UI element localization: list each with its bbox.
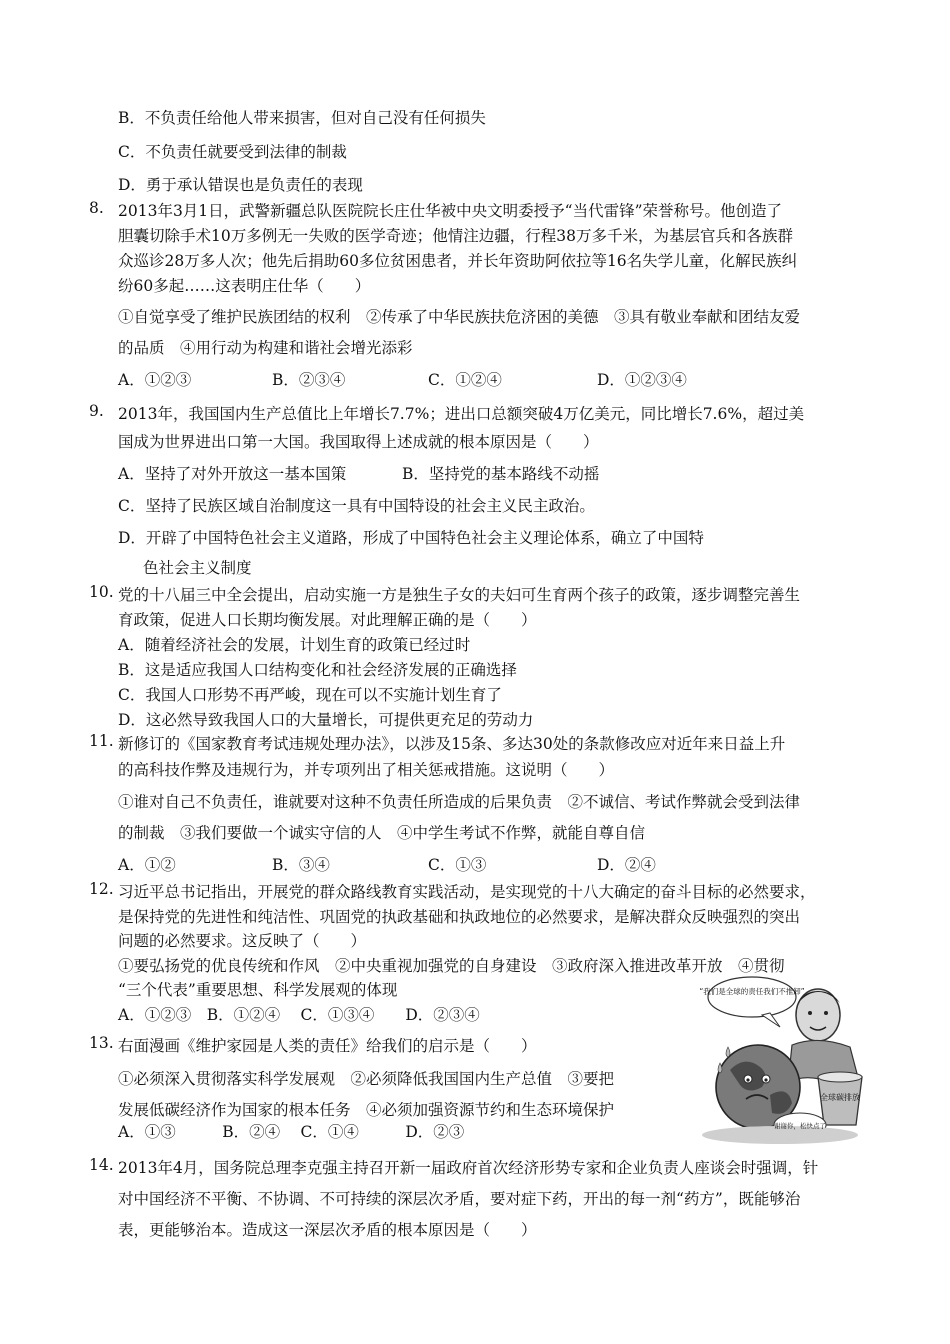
cartoon-earth-text: 谢谢你，松快点了 <box>774 1122 826 1130</box>
cartoon-bucket-label: 全球碳排放 <box>820 1093 860 1102</box>
q10-stem-line2: 育政策，促进人口长期均衡发展。对此理解正确的是（ ） <box>118 611 537 629</box>
q14-number: 14. <box>89 1156 114 1174</box>
q8-statements-line2: 的品质 ④用行动为构建和谐社会增光添彩 <box>118 339 413 357</box>
q9-number: 9. <box>89 402 104 420</box>
q8-stem-line1: 2013年3月1日，武警新疆总队医院院长庄仕华被中央文明委授予“当代雷锋”荣誉称号。他创造了 <box>118 202 783 220</box>
q12-stem-line1: 习近平总书记指出，开展党的群众路线教育实践活动，是实现党的十八大确定的奋斗目标的必然要求， <box>118 883 816 901</box>
q8-option-c: C．①②④ <box>428 371 502 389</box>
q13-statements-line1: ①必须深入贯彻落实科学发展观 ②必须降低我国国内生产总值 ③要把 <box>118 1070 615 1088</box>
q7-option-b: B．不负责任给他人带来损害，但对自己没有任何损失 <box>118 109 486 127</box>
q11-number: 11. <box>89 732 114 750</box>
q8-option-a: A．①②③ <box>118 371 192 389</box>
q11-stem-line2: 的高科技作弊及违规行为，并专项列出了相关惩戒措施。这说明（ ） <box>118 761 615 779</box>
q10-option-b: B．这是适应我国人口结构变化和社会经济发展的正确选择 <box>118 661 517 679</box>
q8-option-b: B．②③④ <box>272 371 346 389</box>
q12-number: 12. <box>89 880 114 898</box>
q9-option-c: C．坚持了民族区域自治制度这一具有中国特设的社会主义民主政治。 <box>118 497 595 515</box>
q11-statements-line1: ①谁对自己不负责任，谁就要对这种不负责任所造成的后果负责 ②不诚信、考试作弊就会受到法律 <box>118 793 801 811</box>
q9-option-d-line2: 色社会主义制度 <box>143 559 252 577</box>
q7-option-c: C．不负责任就要受到法律的制裁 <box>118 143 347 161</box>
q9-stem-line2: 国成为世界进出口第一大国。我国取得上述成就的根本原因是（ ） <box>118 433 599 451</box>
q10-option-d: D．这必然导致我国人口的大量增长，可提供更充足的劳动力 <box>118 711 534 729</box>
q12-stem-line2: 是保持党的先进性和纯洁性、巩固党的执政基础和执政地位的必然要求，是解决群众反映强烈的突出 <box>118 908 801 926</box>
q12-statements-line1: ①要弘扬党的优良传统和作风 ②中央重视加强党的自身建设 ③政府深入推进改革开放 ④贯彻 <box>118 957 785 975</box>
q11-option-b: B．③④ <box>272 856 330 874</box>
q11-option-a: A．①② <box>118 856 176 874</box>
q11-stem-line1: 新修订的《国家教育考试违规处理办法》，以涉及15条、多达30处的条款修改应对近年来日益上升 <box>118 735 786 753</box>
q8-stem-line3: 众巡诊28万多人次；他先后捐助60多位贫困患者，并长年资助阿依拉等16名失学儿童，化解民族纠 <box>118 252 798 270</box>
q8-stem-line2: 胆囊切除手术10万多例无一失败的医学奇迹；他情注边疆，行程38万多千米，为基层官兵和各族群 <box>118 227 793 245</box>
q9-option-a: A．坚持了对外开放这一基本国策 <box>118 465 347 483</box>
q13-options: A．①③ B．②④ C．①④ D．②③ <box>118 1123 465 1141</box>
q12-statements-line2: “三个代表”重要思想、科学发展观的体现 <box>118 981 398 999</box>
cartoon-illustration <box>700 975 870 1145</box>
q10-option-c: C．我国人口形势不再严峻，现在可以不实施计划生育了 <box>118 686 502 704</box>
q7-option-d: D．勇于承认错误也是负责任的表现 <box>118 176 363 194</box>
q9-option-b: B．坚持党的基本路线不动摇 <box>402 465 600 483</box>
q14-stem-line3: 表，更能够治本。造成这一深层次矛盾的根本原因是（ ） <box>118 1221 537 1239</box>
q10-stem-line1: 党的十八届三中全会提出，启动实施一方是独生子女的夫妇可生育两个孩子的政策，逐步调整完善生 <box>118 586 801 604</box>
q12-options: A．①②③ B．①②④ C．①③④ D．②③④ <box>118 1006 480 1024</box>
q11-option-d: D．②④ <box>597 856 656 874</box>
q8-statements-line1: ①自觉享受了维护民族团结的权利 ②传承了中华民族扶危济困的美德 ③具有敬业奉献和团结友爱 <box>118 308 801 326</box>
q13-number: 13. <box>89 1034 114 1052</box>
q8-number: 8. <box>89 199 104 217</box>
q11-statements-line2: 的制裁 ③我们要做一个诚实守信的人 ④中学生考试不作弊，就能自尊自信 <box>118 824 646 842</box>
q10-option-a: A．随着经济社会的发展，计划生育的政策已经过时 <box>118 636 471 654</box>
q8-stem-line4: 纷60多起……这表明庄仕华（ ） <box>118 277 371 295</box>
q13-statements-line2: 发展低碳经济作为国家的根本任务 ④必须加强资源节约和生态环境保护 <box>118 1101 615 1119</box>
q9-stem-line1: 2013年，我国国内生产总值比上年增长7.7%；进出口总额突破4万亿美元，同比增长7.6%，超过美 <box>118 405 805 423</box>
q14-stem-line2: 对中国经济不平衡、不协调、不可持续的深层次矛盾，要对症下药，开出的每一剂“药方”，既能够治 <box>118 1190 801 1208</box>
q14-stem-line1: 2013年4月，国务院总理李克强主持召开新一届政府首次经济形势专家和企业负责人座谈会时强调，针 <box>118 1159 819 1177</box>
q12-stem-line3: 问题的必然要求。这反映了（ ） <box>118 932 367 950</box>
q11-option-c: C．①③ <box>428 856 487 874</box>
cartoon-bubble-text: “我们是全球的责任我们不推卸” <box>700 987 805 996</box>
q8-option-d: D．①②③④ <box>597 371 687 389</box>
q10-number: 10. <box>89 583 114 601</box>
q9-option-d-line1: D．开辟了中国特色社会主义道路，形成了中国特色社会主义理论体系，确立了中国特 <box>118 529 704 547</box>
q13-stem-line1: 右面漫画《维护家园是人类的责任》给我们的启示是（ ） <box>118 1037 537 1055</box>
